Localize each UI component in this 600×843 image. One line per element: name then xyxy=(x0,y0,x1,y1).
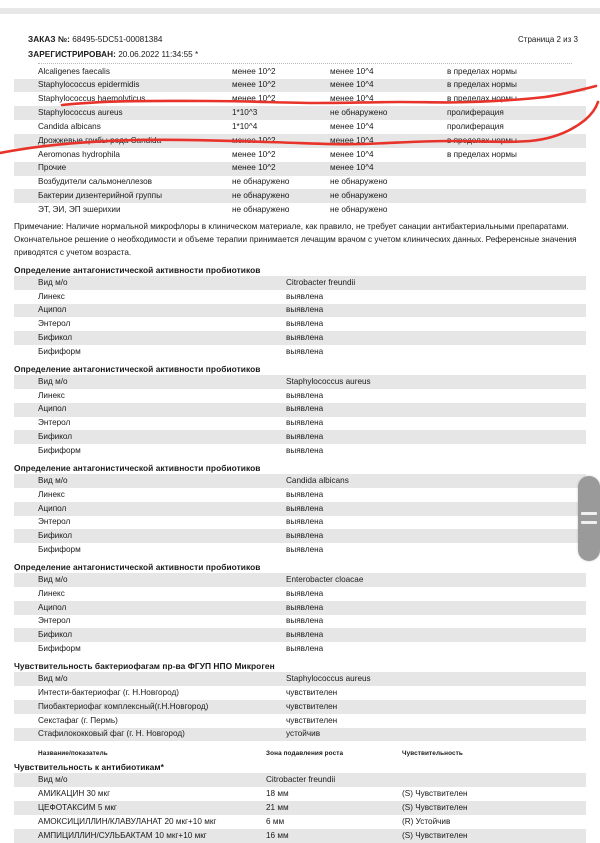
order-number xyxy=(28,34,162,46)
sections-container xyxy=(14,265,586,741)
phage-section-heading: Чувствительность бактериофагам пр-ва ФГУП НПО Микроген xyxy=(14,661,275,672)
scrollbar-grip[interactable] xyxy=(578,476,600,561)
row-label: Бифиформ xyxy=(38,545,81,555)
antibiotic-section-heading: Чувствительность к антибиотикам* xyxy=(14,762,164,773)
row-label: Бификол xyxy=(38,432,73,442)
row-label: Вид м/о xyxy=(38,376,68,386)
table-row xyxy=(14,787,586,801)
grip-line-bottom xyxy=(581,521,597,524)
phage-section-table-body xyxy=(14,672,586,741)
row-label: Вид м/о xyxy=(38,277,68,287)
microflora-table xyxy=(14,65,586,217)
micro-name: Staphylococcus haemolyticus xyxy=(38,94,146,104)
table-row xyxy=(14,134,586,148)
row-label: Пиобактериофаг комплексный(г.Н.Новгород) xyxy=(38,701,209,711)
table-row xyxy=(14,686,586,700)
row-value: выявлена xyxy=(286,616,324,626)
table-row xyxy=(14,815,586,829)
row-value: выявлена xyxy=(286,503,324,513)
table-row xyxy=(14,203,586,217)
table-row xyxy=(14,389,586,403)
table-row xyxy=(14,79,586,93)
table-row xyxy=(14,714,586,728)
table-row xyxy=(14,276,586,290)
micro-status xyxy=(447,162,586,176)
row-value: выявлена xyxy=(286,588,324,598)
order-label: ЗАКАЗ №: xyxy=(28,35,71,44)
abx-sensitivity: (R) Устойчив xyxy=(402,816,451,826)
micro-value-1: не обнаружено xyxy=(232,205,290,215)
micro-name: Aeromonas hydrophila xyxy=(38,149,120,159)
microflora-table-body xyxy=(14,65,586,217)
table-row xyxy=(14,403,586,417)
micro-status xyxy=(447,176,586,190)
table-row xyxy=(14,444,586,458)
row-value: выявлена xyxy=(286,390,324,400)
probiotic-section-1-table xyxy=(14,276,586,359)
abx-sensitivity xyxy=(402,773,586,787)
table-row xyxy=(14,516,586,530)
row-label: Аципол xyxy=(38,503,67,513)
row-value: выявлена xyxy=(286,346,324,356)
row-value: выявлена xyxy=(286,545,324,555)
table-row xyxy=(14,529,586,543)
row-value: выявлена xyxy=(286,291,324,301)
row-label: Энтерол xyxy=(38,517,71,527)
table-row xyxy=(14,573,586,587)
table-row xyxy=(14,65,586,79)
row-label: Линекс xyxy=(38,291,65,301)
registered-label: ЗАРЕГИСТРИРОВАН: xyxy=(28,49,116,59)
row-value: выявлена xyxy=(286,446,324,455)
abx-zone: 16 мм xyxy=(266,830,289,840)
row-value: выявлена xyxy=(286,489,324,499)
abx-zone: 18 мм xyxy=(266,789,289,799)
micro-value-1: 1*10^3 xyxy=(232,108,258,118)
table-row xyxy=(14,317,586,331)
table-row xyxy=(14,773,586,787)
table-row xyxy=(14,148,586,162)
table-row xyxy=(14,92,586,106)
table-row xyxy=(14,502,586,516)
micro-value-1: менее 10^2 xyxy=(232,80,276,90)
table-row xyxy=(14,615,586,629)
antibiotic-table xyxy=(14,773,586,842)
antibiotic-column-headers xyxy=(14,750,586,757)
table-row xyxy=(14,829,586,843)
row-label: Бификол xyxy=(38,531,73,541)
micro-value-2: менее 10^4 xyxy=(330,66,374,76)
abx-zone: 21 мм xyxy=(266,802,289,812)
probiotic-section-2-table-body xyxy=(14,375,586,458)
micro-name: Возбудители сальмонеллезов xyxy=(38,177,152,187)
micro-value-2: не обнаружено xyxy=(330,191,388,201)
table-row xyxy=(14,801,586,815)
micro-name: ЭТ, ЭИ, ЭП эшерихии xyxy=(38,205,121,215)
col-header-name: Название/показатель xyxy=(38,750,108,758)
micro-status: в пределах нормы xyxy=(447,80,517,90)
table-row xyxy=(14,162,586,176)
micro-value-2: менее 10^4 xyxy=(330,121,374,131)
row-label: Линекс xyxy=(38,588,65,598)
table-row xyxy=(14,642,586,656)
row-value: выявлена xyxy=(286,602,324,612)
row-value: выявлена xyxy=(286,333,324,343)
probiotic-section-4-table xyxy=(14,573,586,656)
table-row xyxy=(14,331,586,345)
table-row xyxy=(14,672,586,686)
micro-value-1: не обнаружено xyxy=(232,191,290,201)
table-row xyxy=(14,543,586,557)
table-row xyxy=(14,106,586,120)
micro-value-1: менее 10^2 xyxy=(232,163,276,173)
row-label: Энтерол xyxy=(38,418,71,428)
row-value: выявлена xyxy=(286,305,324,315)
grip-line-top xyxy=(581,512,597,515)
micro-name: Staphylococcus epidermidis xyxy=(38,80,140,90)
table-row xyxy=(14,176,586,190)
row-value: выявлена xyxy=(286,418,324,428)
col-header-zone: Зона подавления роста xyxy=(266,750,344,758)
abx-name: АМОКСИЦИЛЛИН/КЛАВУЛАНАТ 20 мкг+10 мкг xyxy=(38,816,217,826)
page-indicator: Страница 2 из 3 xyxy=(518,35,578,44)
micro-status: в пределах нормы xyxy=(447,135,517,145)
row-label: Стафилококковый фаг (г. Н. Новгород) xyxy=(38,729,185,739)
row-label: Секстафаг (г. Пермь) xyxy=(38,715,118,725)
row-value: чувствителен xyxy=(286,715,338,725)
micro-value-1: менее 10^2 xyxy=(232,94,276,104)
row-label: Вид м/о xyxy=(38,574,68,584)
row-value: Staphylococcus aureus xyxy=(286,376,371,386)
micro-value-2: не обнаружено xyxy=(330,108,388,118)
micro-status: в пределах нормы xyxy=(447,66,517,76)
probiotic-section-3-table xyxy=(14,474,586,557)
header-registered-row xyxy=(14,49,586,61)
probiotic-section-3-table-body xyxy=(14,474,586,557)
row-label: Вид м/о xyxy=(38,475,68,485)
row-value: устойчив xyxy=(286,729,321,739)
micro-status: пролиферация xyxy=(447,121,504,131)
table-row xyxy=(14,587,586,601)
micro-name: Alcaligenes faecalis xyxy=(38,66,110,76)
table-row xyxy=(14,628,586,642)
micro-value-2: менее 10^4 xyxy=(330,163,374,173)
abx-name: Вид м/о xyxy=(38,775,68,785)
order-value: 68495-5DC51-00081384 xyxy=(72,35,163,44)
table-row xyxy=(14,700,586,714)
table-row xyxy=(14,304,586,318)
row-value: выявлена xyxy=(286,644,324,654)
micro-value-1: не обнаружено xyxy=(232,177,290,187)
note-paragraph: Примечание: Наличие нормальной микрофлоры в клиническом материале, как правило, не требует санации антибактериальными препаратами. Окончательное решение о необходимости и объеме терапии принимается лечащим врачом с учетом клинических данных. Референсные значения приводятся с учетом возраста. xyxy=(14,222,577,257)
micro-status: в пределах нормы xyxy=(447,149,517,159)
page-content xyxy=(0,14,600,843)
row-label: Энтерол xyxy=(38,319,71,329)
micro-name: Candida albicans xyxy=(38,121,101,131)
probiotic-section-4-heading: Определение антагонистической активности пробиотиков xyxy=(14,562,261,573)
micro-status xyxy=(447,203,586,217)
micro-name: Дрожжевые грибы рода Candida xyxy=(38,135,162,145)
table-row xyxy=(14,120,586,134)
micro-value-2: не обнаружено xyxy=(330,205,388,215)
probiotic-section-3-heading: Определение антагонистической активности пробиотиков xyxy=(14,463,261,474)
micro-value-2: менее 10^4 xyxy=(330,94,374,104)
abx-sensitivity: (S) Чувствителен xyxy=(402,789,468,799)
row-label: Бифиформ xyxy=(38,346,81,356)
row-value: Enterobacter cloacae xyxy=(286,574,364,584)
micro-name: Прочие xyxy=(38,163,67,173)
row-label: Бифиформ xyxy=(38,446,81,455)
micro-value-2: менее 10^4 xyxy=(330,135,374,145)
row-label: Линекс xyxy=(38,489,65,499)
abx-name: АМИКАЦИН 30 мкг xyxy=(38,789,111,799)
probiotic-section-1-heading: Определение антагонистической активности пробиотиков xyxy=(14,264,261,275)
micro-value-1: менее 10^2 xyxy=(232,66,276,76)
row-label: Интести-бактериофаг (г. Н.Новгород) xyxy=(38,687,179,697)
abx-sensitivity: (S) Чувствителен xyxy=(402,830,468,840)
table-row xyxy=(14,290,586,304)
row-value: Staphylococcus aureus xyxy=(286,673,371,683)
probiotic-section-2-heading: Определение антагонистической активности пробиотиков xyxy=(14,363,261,374)
table-row xyxy=(14,417,586,431)
registered-datetime xyxy=(28,49,198,61)
table-row xyxy=(14,345,586,359)
probiotic-section-4-table-body xyxy=(14,573,586,656)
abx-name: АМПИЦИЛЛИН/СУЛЬБАКТАМ 10 мкг+10 мкг xyxy=(38,830,207,840)
phage-section-table xyxy=(14,672,586,741)
row-value: выявлена xyxy=(286,432,324,442)
registered-value: 20.06.2022 11:34:55 * xyxy=(118,49,199,59)
row-label: Энтерол xyxy=(38,616,71,626)
micro-value-1: менее 10^2 xyxy=(232,135,276,145)
row-label: Вид м/о xyxy=(38,673,68,683)
micro-value-1: менее 10^2 xyxy=(232,149,276,159)
table-row xyxy=(14,474,586,488)
row-value: выявлена xyxy=(286,319,324,329)
row-value: выявлена xyxy=(286,531,324,541)
micro-status xyxy=(447,189,586,203)
table-row xyxy=(14,189,586,203)
row-value: Candida albicans xyxy=(286,475,349,485)
row-value: выявлена xyxy=(286,630,324,640)
abx-zone: 6 мм xyxy=(266,816,285,826)
col-header-sensitivity: Чувствительность xyxy=(402,750,463,758)
table-row xyxy=(14,430,586,444)
row-label: Бификол xyxy=(38,333,73,343)
row-label: Аципол xyxy=(38,404,67,414)
micro-value-2: менее 10^4 xyxy=(330,80,374,90)
probiotic-section-1-table-body xyxy=(14,276,586,359)
micro-value-1: 1*10^4 xyxy=(232,121,258,131)
micro-name: Staphylococcus aureus xyxy=(38,108,123,118)
table-row xyxy=(14,728,586,742)
row-value: чувствителен xyxy=(286,701,338,711)
abx-name: ЦЕФОТАКСИМ 5 мкг xyxy=(38,802,117,812)
header-divider xyxy=(38,63,572,64)
micro-status: в пределах нормы xyxy=(447,94,517,104)
table-row xyxy=(14,601,586,615)
micro-value-2: менее 10^4 xyxy=(330,149,374,159)
row-value: Citrobacter freundii xyxy=(286,277,356,287)
row-value: выявлена xyxy=(286,517,324,527)
micro-status: пролиферация xyxy=(447,108,504,118)
row-label: Бификол xyxy=(38,630,73,640)
row-label: Аципол xyxy=(38,602,67,612)
row-value: чувствителен xyxy=(286,687,338,697)
micro-name: Бактерии дизентерийной группы xyxy=(38,191,163,201)
abx-zone: Citrobacter freundii xyxy=(266,775,336,785)
row-value: выявлена xyxy=(286,404,324,414)
row-label: Бифиформ xyxy=(38,644,81,654)
table-row xyxy=(14,375,586,389)
micro-value-2: не обнаружено xyxy=(330,177,388,187)
row-label: Аципол xyxy=(38,305,67,315)
table-row xyxy=(14,488,586,502)
row-label: Линекс xyxy=(38,390,65,400)
abx-sensitivity: (S) Чувствителен xyxy=(402,802,468,812)
header-order-row xyxy=(14,34,586,46)
probiotic-section-2-table xyxy=(14,375,586,458)
antibiotic-table-body xyxy=(14,773,586,842)
